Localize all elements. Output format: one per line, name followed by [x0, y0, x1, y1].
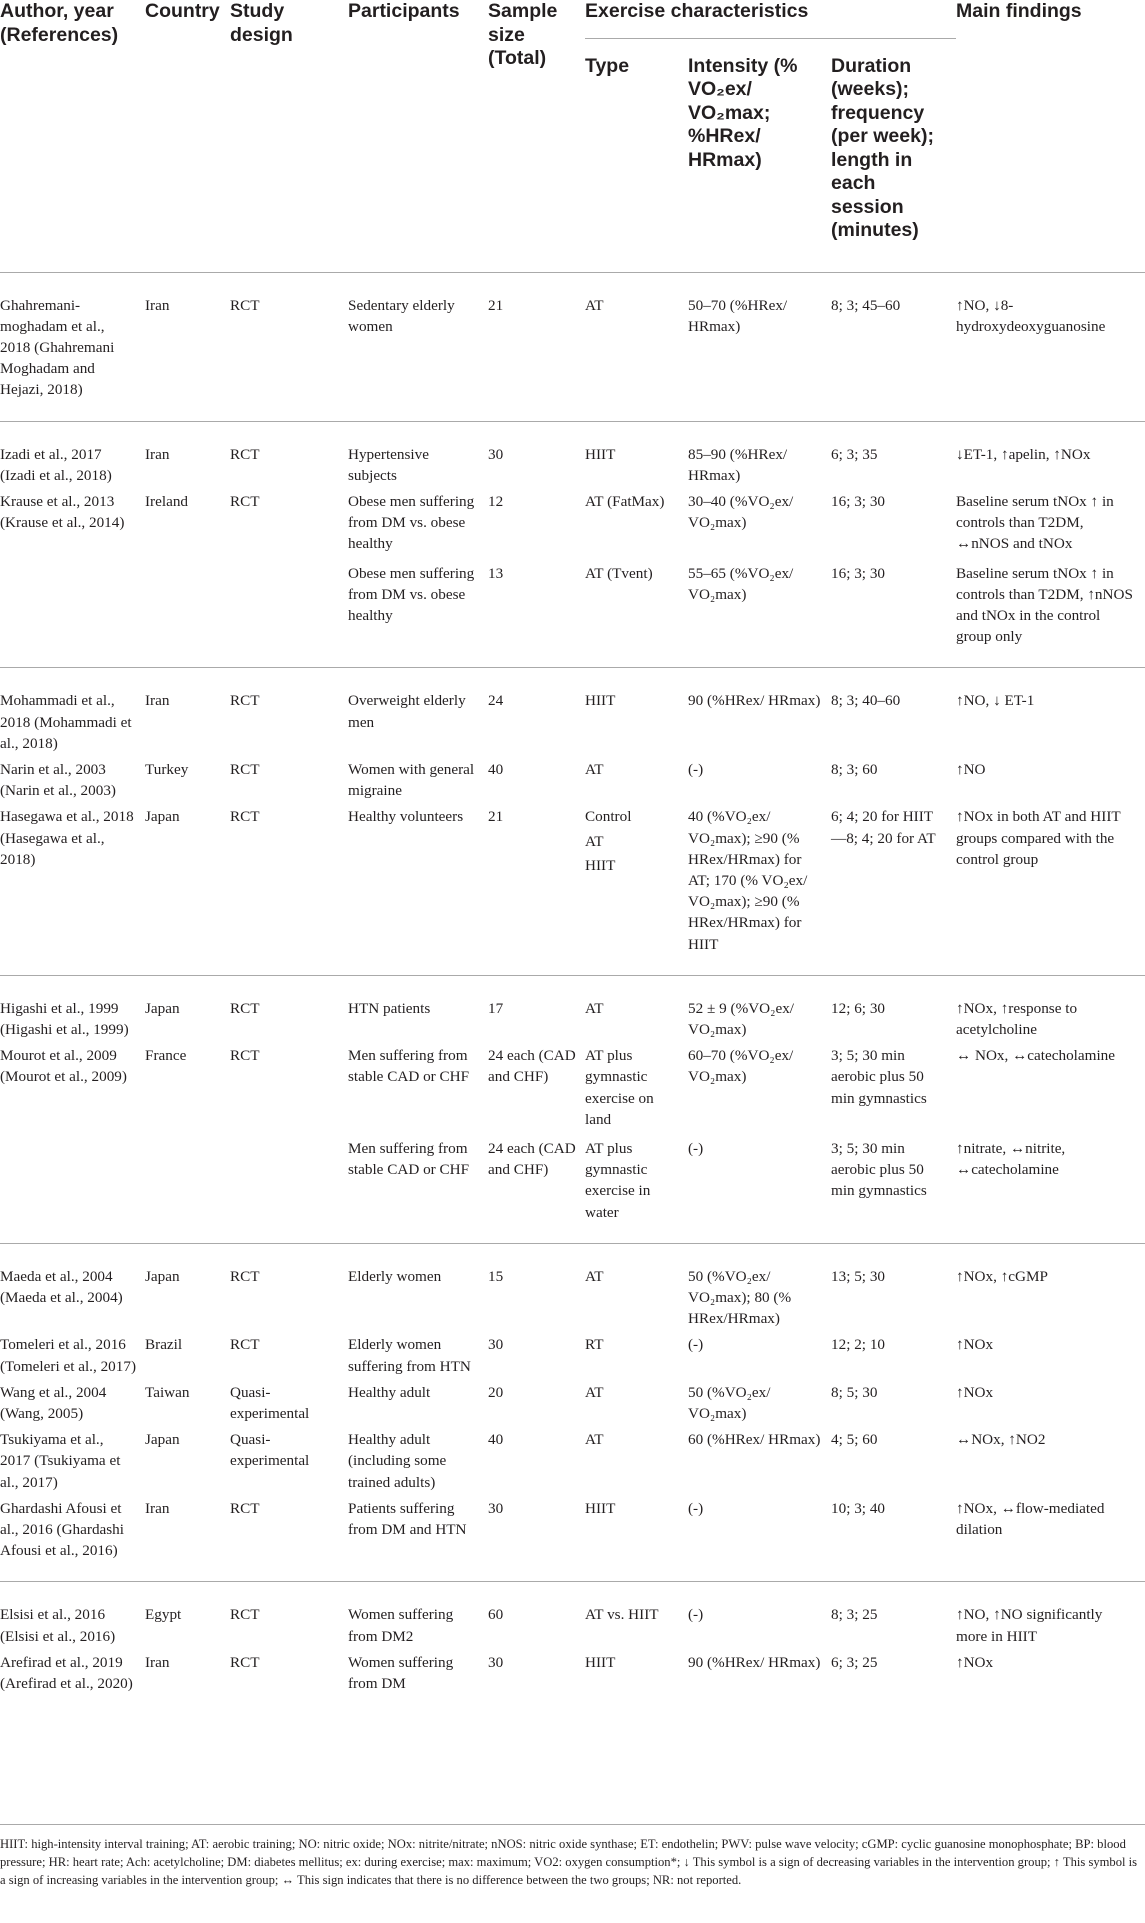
cell-intensity: 90 (%HRex/ HRmax)	[688, 1653, 821, 1671]
cell-intensity: 50–70 (%HRex/ HRmax)	[688, 272, 831, 421]
cell-design: RCT	[230, 1653, 260, 1671]
cell-intensity: 30–40 (%VO₂ex/ VO₂max)	[688, 492, 794, 532]
cell-participants: Women with general migraine	[348, 760, 475, 800]
table-row	[0, 1582, 1145, 1647]
cell-intensity: 90 (%HRex/ HRmax)	[688, 692, 821, 710]
cell-participants: Overweight elderly men	[348, 692, 466, 731]
cell-findings: ↑NO, ↓8-hydroxydeoxyguanosine	[956, 272, 1145, 421]
cell-author: Ghardashi Afousi et al., 2016 (Ghardashi Afousi et al., 2016)	[0, 1493, 145, 1582]
header-duration: Duration (weeks); frequency (per week); length in each session (minutes)	[831, 38, 956, 272]
cell-type: RT	[585, 1336, 604, 1354]
cell-duration: 16; 3; 30	[831, 555, 956, 668]
cell-author: Higashi et al., 1999 (Higashi et al., 1999)	[0, 999, 129, 1038]
cell-intensity: 60 (%HRex/ HRmax)	[688, 1431, 821, 1449]
header-findings: Main findings	[956, 0, 1082, 22]
table-row	[0, 975, 1145, 1040]
cell-sample: 24 each (CAD and CHF)	[488, 1047, 576, 1086]
cell-author: Tsukiyama et al., 2017 (Tsukiyama et al., 2017)	[0, 1431, 121, 1491]
cell-design: RCT	[230, 1267, 260, 1285]
cell-design: RCT	[230, 999, 260, 1017]
cell-type: AT	[585, 1267, 604, 1285]
cell-author: Arefirad et al., 2019 (Arefirad et al., 2020)	[0, 1653, 133, 1693]
cell-sample: 21	[488, 272, 585, 421]
cell-findings: ↑NOx	[956, 1383, 994, 1401]
cell-participants: Elderly women	[348, 1267, 442, 1285]
table-row	[0, 1647, 1145, 1694]
cell-findings: Baseline serum tNOx ↑ in controls than T2DM, ↑nNOS and tNOx in the control group only	[956, 555, 1145, 668]
header-country: Country	[145, 0, 220, 22]
cell-country: Iran	[145, 1653, 170, 1671]
cell-participants: Healthy adult (including some trained adults)	[348, 1431, 447, 1491]
cell-findings: ↑NOx, ↑cGMP	[956, 1267, 1048, 1285]
cell-duration: 4; 5; 60	[831, 1431, 878, 1449]
header-participants: Participants	[348, 0, 460, 22]
cell-country: Turkey	[145, 760, 189, 778]
cell-country: Brazil	[145, 1336, 183, 1354]
cell-sample: 13	[488, 555, 585, 668]
header-type: Type	[585, 38, 688, 272]
cell-intensity: 50 (%VO₂ex/ VO₂max)	[688, 1383, 771, 1423]
cell-duration: 3; 5; 30 min aerobic plus 50 min gymnastics	[831, 1130, 956, 1243]
cell-type: HIIT	[585, 1653, 616, 1671]
cell-participants: Obese men suffering from DM vs. obese healthy	[348, 492, 475, 553]
cell-findings: ↑NOx in both AT and HIIT groups compared with the control group	[956, 801, 1145, 975]
cell-intensity: 52 ± 9 (%VO₂ex/ VO₂max)	[688, 999, 795, 1038]
cell-participants: Sedentary elderly women	[348, 272, 488, 421]
cell-type: AT	[585, 1431, 604, 1449]
cell-country: France	[145, 1047, 187, 1065]
cell-duration: 12; 2; 10	[831, 1336, 886, 1354]
cell-findings: ↓ET-1, ↑apelin, ↑NOx	[956, 445, 1091, 463]
cell-design: RCT	[230, 492, 260, 510]
cell-duration: 8; 3; 25	[831, 1606, 878, 1624]
type-line: AT	[585, 832, 604, 850]
cell-findings: ↔NOx, ↑NO2	[956, 1431, 1046, 1449]
table-row	[0, 1493, 1145, 1582]
cell-findings: ↔ NOx, ↔catecholamine	[956, 1047, 1115, 1065]
header-intensity: Intensity (% VO₂ex/ VO₂max; %HRex/ HRmax)	[688, 38, 831, 272]
type-line: Control	[585, 808, 632, 826]
cell-sample: 17	[488, 999, 504, 1017]
cell-author: Mohammadi et al., 2018 (Mohammadi et al., 2018)	[0, 692, 132, 752]
cell-type: AT plus gymnastic exercise in water	[585, 1130, 688, 1243]
cell-intensity: 50 (%VO₂ex/ VO₂max); 80 (% HRex/HRmax)	[688, 1267, 792, 1328]
cell-participants: Healthy volunteers	[348, 801, 488, 975]
cell-participants: Healthy adult	[348, 1383, 431, 1401]
cell-duration: 13; 5; 30	[831, 1267, 886, 1285]
table-row	[0, 272, 1145, 421]
cell-design: RCT	[230, 692, 260, 710]
cell-duration: 8; 5; 30	[831, 1383, 878, 1401]
cell-country: Egypt	[145, 1606, 182, 1624]
header-design: Study design	[230, 0, 293, 46]
cell-intensity: (-)	[688, 1130, 831, 1243]
cell-author: Wang et al., 2004 (Wang, 2005)	[0, 1383, 107, 1423]
cell-sample: 30	[488, 445, 504, 463]
cell-intensity: (-)	[688, 760, 704, 778]
cell-design: RCT	[230, 1047, 260, 1065]
cell-type: HIIT	[585, 445, 616, 463]
cell-design	[230, 555, 348, 668]
table-row	[0, 1130, 1145, 1243]
cell-intensity: 55–65 (%VO₂ex/ VO₂max)	[688, 555, 831, 668]
cell-type: HIIT	[585, 1493, 688, 1582]
table-header	[0, 0, 1145, 272]
cell-sample: 20	[488, 1383, 504, 1401]
cell-duration: 6; 3; 35	[831, 445, 878, 463]
cell-author: Izadi et al., 2017 (Izadi et al., 2018)	[0, 445, 112, 484]
cell-participants: Men suffering from stable CAD or CHF	[348, 1130, 488, 1243]
cell-author: Hasegawa et al., 2018 (Hasegawa et al., 2018)	[0, 801, 145, 975]
cell-participants: Hypertensive subjects	[348, 445, 429, 484]
cell-author: Maeda et al., 2004 (Maeda et al., 2004)	[0, 1267, 123, 1307]
cell-design: RCT	[230, 272, 348, 421]
cell-duration: 10; 3; 40	[831, 1493, 956, 1582]
cell-type	[585, 801, 688, 975]
cell-sample: 30	[488, 1493, 585, 1582]
cell-findings: ↑NO, ↑NO significantly more in HIIT	[956, 1606, 1103, 1645]
cell-findings: ↑NO	[956, 760, 986, 778]
cell-type: AT plus gymnastic exercise on land	[585, 1047, 654, 1128]
cell-country	[145, 555, 230, 668]
cell-sample: 30	[488, 1653, 504, 1671]
cell-country: Japan	[145, 801, 230, 975]
cell-country: Iran	[145, 445, 170, 463]
cell-duration: 6; 3; 25	[831, 1653, 878, 1671]
cell-sample: 12	[488, 492, 504, 510]
table-row	[0, 668, 1145, 754]
cell-participants: Elderly women suffering from HTN	[348, 1336, 471, 1375]
cell-findings: Baseline serum tNOx ↑ in controls than T2DM, ↔nNOS and tNOx	[956, 492, 1114, 553]
table-row	[0, 555, 1145, 668]
cell-design	[230, 1130, 348, 1243]
cell-participants: Men suffering from stable CAD or CHF	[348, 1047, 470, 1086]
cell-design: Quasi-experimental	[230, 1431, 310, 1470]
cell-sample: 24	[488, 692, 504, 710]
header-exercise: Exercise characteristics	[585, 0, 809, 22]
cell-country: Iran	[145, 1493, 230, 1582]
cell-country: Japan	[145, 1267, 180, 1285]
cell-findings: ↑NOx	[956, 1336, 994, 1354]
cell-intensity: (-)	[688, 1606, 704, 1624]
cell-duration: 3; 5; 30 min aerobic plus 50 min gymnastics	[831, 1047, 927, 1107]
cell-country: Taiwan	[145, 1383, 190, 1401]
cell-type: AT	[585, 760, 604, 778]
cell-design: RCT	[230, 760, 260, 778]
cell-author: Tomeleri et al., 2016 (Tomeleri et al., 2017)	[0, 1336, 136, 1375]
cell-design: RCT	[230, 1606, 260, 1624]
cell-intensity: 60–70 (%VO₂ex/ VO₂max)	[688, 1047, 794, 1086]
cell-findings: ↑NO, ↓ ET-1	[956, 692, 1035, 710]
cell-design: RCT	[230, 1336, 260, 1354]
cell-participants: HTN patients	[348, 999, 431, 1017]
table-row	[0, 1377, 1145, 1424]
cell-country	[145, 1130, 230, 1243]
cell-duration: 8; 3; 40–60	[831, 692, 901, 710]
cell-sample: 24 each (CAD and CHF)	[488, 1130, 585, 1243]
cell-sample: 15	[488, 1267, 504, 1285]
cell-author: Mourot et al., 2009 (Mourot et al., 2009)	[0, 1047, 127, 1086]
cell-duration: 16; 3; 30	[831, 492, 886, 510]
cell-findings: ↑NOx	[956, 1653, 994, 1671]
type-line: HIIT	[585, 856, 616, 874]
cell-intensity: 40 (%VO₂ex/ VO₂max); ≥90 (% HRex/HRmax) for AT; 170 (% VO₂ex/ VO₂max); ≥90 (% HRex/HRmax) for HIIT	[688, 801, 831, 975]
cell-findings: ↑NOx, ↔flow-mediated dilation	[956, 1493, 1145, 1582]
cell-participants: Women suffering from DM	[348, 1653, 454, 1693]
cell-type: AT	[585, 1383, 604, 1401]
cell-author	[0, 1130, 145, 1243]
table-row	[0, 486, 1145, 555]
cell-intensity: 85–90 (%HRex/ HRmax)	[688, 445, 788, 484]
cell-country: Japan	[145, 1431, 180, 1449]
cell-type: AT (FatMax)	[585, 492, 665, 510]
cell-findings: ↑nitrate, ↔nitrite, ↔catecholamine	[956, 1130, 1145, 1243]
cell-design: RCT	[230, 445, 260, 463]
cell-author: Narin et al., 2003 (Narin et al., 2003)	[0, 760, 116, 800]
cell-participants: Patients suffering from DM and HTN	[348, 1493, 488, 1582]
cell-sample: 21	[488, 801, 585, 975]
cell-findings: ↑NOx, ↑response to acetylcholine	[956, 999, 1078, 1038]
cell-duration: 8; 3; 45–60	[831, 272, 956, 421]
cell-sample: 60	[488, 1606, 504, 1624]
table-footnote: HIIT: high-intensity interval training; AT: aerobic training; NO: nitric oxide; NOx: nitrite/nitrate; nNOS: nitric oxide synthase; ET: endothelin; PWV: pulse wave velocity; cGMP: cyclic guanosine monophosphate; BP: blood pressure; HR: heart rate; Ach: acetylcholine; DM: diabetes mellitus; ex: during exercise; max: maximum; VO2: oxygen consumption*; ↓ This symbol is a sign of decreasing variables in the intervention group; ↑ This symbol is a sign of increasing variables in the intervention group; ↔ This sign indicates that there is no difference between the two groups; NR: not reported.	[0, 1824, 1145, 1889]
cell-sample: 40	[488, 1431, 504, 1449]
table-row	[0, 1329, 1145, 1376]
cell-author	[0, 555, 145, 668]
cell-type: AT (Tvent)	[585, 555, 688, 668]
cell-intensity: (-)	[688, 1493, 831, 1582]
header-author: Author, year (References)	[0, 0, 119, 46]
table-row	[0, 1040, 1145, 1130]
table-row	[0, 754, 1145, 801]
table-row	[0, 421, 1145, 486]
cell-type: HIIT	[585, 692, 616, 710]
table-row	[0, 1243, 1145, 1329]
cell-author: Ghahremani-moghadam et al., 2018 (Ghahremani Moghadam and Hejazi, 2018)	[0, 272, 145, 421]
cell-type: AT	[585, 272, 688, 421]
cell-participants: Obese men suffering from DM vs. obese healthy	[348, 555, 488, 668]
cell-country: Iran	[145, 272, 230, 421]
table-row	[0, 1424, 1145, 1493]
cell-author: Elsisi et al., 2016 (Elsisi et al., 2016)	[0, 1606, 116, 1645]
table-row	[0, 801, 1145, 975]
cell-author: Krause et al., 2013 (Krause et al., 2014)	[0, 492, 125, 532]
cell-country: Japan	[145, 999, 180, 1017]
cell-design: Quasi-experimental	[230, 1383, 310, 1423]
cell-intensity: (-)	[688, 1336, 704, 1354]
table-body	[0, 272, 1145, 1694]
cell-type: AT vs. HIIT	[585, 1606, 659, 1624]
cell-type: AT	[585, 999, 604, 1017]
cell-participants: Women suffering from DM2	[348, 1606, 454, 1645]
cell-design: RCT	[230, 1493, 348, 1582]
header-sample: Sample size (Total)	[488, 0, 558, 69]
cell-sample: 30	[488, 1336, 504, 1354]
cell-duration: 12; 6; 30	[831, 999, 886, 1017]
cell-country: Iran	[145, 692, 170, 710]
cell-sample: 40	[488, 760, 504, 778]
cell-design: RCT	[230, 801, 348, 975]
cell-duration: 8; 3; 60	[831, 760, 878, 778]
cell-country: Ireland	[145, 492, 189, 510]
cell-duration: 6; 4; 20 for HIIT—8; 4; 20 for AT	[831, 801, 956, 975]
